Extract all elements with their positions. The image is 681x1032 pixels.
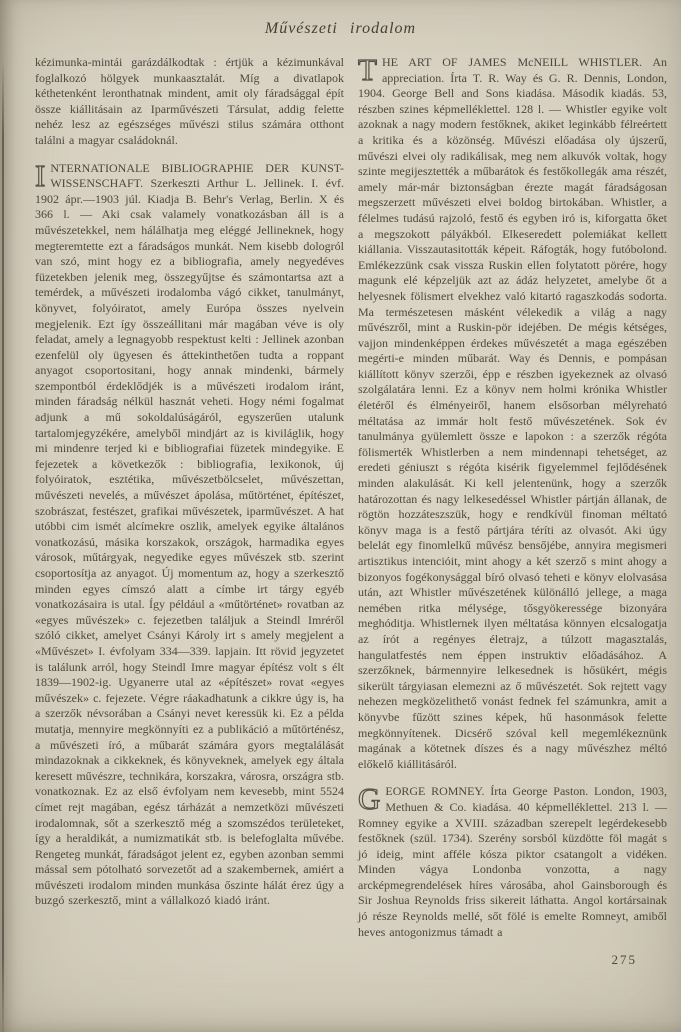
two-column-text-block (0, 52, 681, 968)
article-romney-text: EORGE ROMNEY. Írta George Paston. London, 1903, Methuen & Co. kiadása. 40 képmelléklettel. 213 l. — Romney egyike a XVIII. században szerepelt legérdekesebb festőknek (szül. 1734). Szerény sorsból küzdötte föl magát s jó ideig, mint afféle kósza piktor csatangolt a vidéken. Minden vágya Londonba vonzotta, a nagy arcképmegrendelések híres városába, ahol Gainsborough és Sir Joshua Reynolds friss sikereit láthatta. Angol kortársainak jó része Reynolds mellé, sőt fölé is emelte Romneyt, amiből heves antogonizmus támadt a (358, 784, 667, 939)
article-romney (358, 781, 667, 940)
article-bibliographie (35, 157, 344, 910)
right-column (358, 52, 667, 968)
article-whistler-text: HE ART OF JAMES McNEILL WHISTLER. An appreciation. Írta T. R. Way és G. R. Dennis, London, 1904. George Bell and Sons kiadása. Második kiadás. 53, részben szines képmelléklettel. 128 l. — Whistler egyike volt azoknak a nagy modern festőknek, akiket leginkább félreértett a kritika és a közönség. Művészi előadása oly újszerű, művészi elvei oly radikálisak, meg nem alkuvók voltak, hogy szinte megijesztették a műbarátok és festőkollegák ama részét, amely már-már biztonságban érezte magát fáradságosan megszerzett művészeti elvei boldog birtokában. Whistler, a félelmes tudású rajzoló, festő és egyben iró is, kiforgatta őket a megszokott pályákból. Elkeseredett polemiákat kellett kiállania. Visszautasitották képeit. Ráfogták, hogy futóbolond. Emlékezzünk csak vissza Ruskin ellen folytatott pörére, hogy magunk elé képzeljük azt az ádáz helyzetet, amelybe őt a helyesnek fölismert elvekhez való kitartó ragaszkodás sodorta. Ma természetesen másként vélekedik a világ a nagy művészről, mint a Ruskin-pör idejében. De mégis kétséges, vajjon mindenképpen érdekes művészetét a maga egészében megérti-e minden műbarát. Way és Dennis, e pompásan kiállított könyv szerzői, épp e részben igyekeznek az olvasó szolgálatára lenni. Ez a könyv nem holmi krónika Whistler életéről és élményeiről, hanem elsősorban mélyreható méltatása az immár holt festő művészetének. Sok év tanulmánya gyülemlett össze e lapokon : a szerzők régóta fölismerték Whistlerben a nem mindennapi tehetséget, az eredeti géniuszt s régóta kisérik figyelemmel fejlődésének minden alakulását. Ki kell jelentenünk, hogy a szerzők határozottan és nagy lelkesedéssel Whistler pártján állanak, de rögtön hozzáteszszük, hogy e rendkívül finoman méltató könyv maga is a festő pártjára téríti az olvasót. Aki úgy belelát egy finomlelkű művész bensőjébe, annyira megismeri artisztikus intencióit, mint ahogy a két szerző s mint ahogy a bizonyos fogékonysággal bíró olvasó teheti e könyv elolvasása után, azt Whistler művészetének különálló jellege, a maga nemében ritka mélysége, tősgyökeressége bizonyára meghóditja. Whistlernek ilyen méltatása könnyen elcsalogatja az írót a regényes életrajz, a túlzott magasztalás, hangulatfestés nem éppen instruktiv előadásához. A szerzőknek, bármennyire lelkesednek is hősükért, mégis sikerült tárgyiasan elemezni az ő művészetét. Sok rejtett vagy nehezen megközelithető vonást fednek fel számunkra, amit a könyvbe fűzött szines képek, hű hasonmások felette megkönnyítenek. Dicsérő szóval kell megemlékeznünk magának a kötetnek díszes és a nagy művészhez méltó előkelő kiállitásáról. (358, 55, 667, 771)
paragraph-continuation: kézimunka-mintái garázdálkodtak : értjük a kézimunkával foglalkozó hölgyek munkaasztalát. Míg a divatlapok kéthetenként leronthatnak mindent, amit oly fáradsággal épít össze kiállitásain az Iparművészeti Társulat, addig felette nehéz lesz az egészséges művészi stilus számára otthont találni a magyar családoknál. (35, 55, 344, 147)
scan-gutter-edge (2, 60, 4, 1032)
dropcap-initial-g: G (358, 781, 381, 817)
page-number: 275 (611, 952, 637, 968)
dropcap-initial-t: T (358, 52, 377, 87)
article-bibliographie-text: NTERNATIONALE BIBLIOGRAPHIE DER KUNST-WISSENSCHAFT. Szerkeszti Arthur L. Jellinek. I. évf. 1902 ápr.—1903 júl. Kiadja B. Behr's Verlag, Berlin. X és 366 l. — Aki csak valamely vonatkozásban áll is a művészetekkel, nem hálálhatja meg eléggé Jellineknek, hogy megteremtette ezt a fáradságos munkát. Nem kisebb dologról van szó, mint hogy ez a bibliografia, amely negyedéves füzetekben jelenik meg, összegyűjtse és számontartsa azt a temérdek, a művészeti irodalomba vágó cikket, tanulmányt, könyvet, folyóiratot, amely Európa összes nyelvein megjelenik. Ezt így összeállitani már magában véve is oly feladat, amely a legnagyobb respektust kelti : Jellinek azonban ezenfelül oly ügyesen és áttekinthetően tudta a roppant anyagot csoportositani, hogy annak mindenki, bármely szempontból érdeklődjék is a művészeti irodalom iránt, minden fáradság nélkül hasznát veheti. Hogy némi fogalmat adjunk a mű sokoldalúságáról, egyszerűen utalunk tartalomjegyzékére, amelyből mindjárt az is kiviláglik, hogy mi mindenre terjed ki e bibliografiai füzetek mindegyike. E fejezetek a következők : bibliografia, lexikonok, új folyóiratok, esztétika, művészetbölcselet, művészettan, művészeti nevelés, a művészet ápolása, műtörténet, építészet, szobrászat, festészet, grafikai művészetek, iparművészet. A hat utóbbi cim ismét alcímekre oszlik, amelyek egyike általános vonatkozású, másika korszakok, országok, harmadika egyes városok, műtárgyak, negyedike egyes művészek stb. szerint csoportosítja az anyagot. Új momentum az, hogy a szerkesztő minden egyes címszó alatt a címbe irt tárgy egyéb vonatkozásaira is utal. Így például a «műtörténet» rovatban az «egyes művészek» c. fejezetben találjuk a Steindl Imréről szóló cikket, amelyet Csányi Károly irt s amely megjelent a «Művészet» I. évfolyam 334—339. lapjain. Itt rövid jegyzetet is találunk arról, hogy Steindl Imre magyar építész volt s élt 1839—1902-ig. Ugyanerre utal az «építészet» rovat «egyes művészek» c. fejezete. Végre ráakadhatunk a cikkre úgy is, ha a szerzők névsorában a Csányi nevet keressük ki. Ez a példa mutatja, mennyire megkönnyíti ez a publikáció a műtörténész, a művészeti író, a műbarát számára gyors megtalálását mindazoknak a cikkeknek, és könyveknek, amelyek egy általa keresett művészre, technikára, korszakra, városra, országra stb. vonatkoznak. Ez az első évfolyam nem kevesebb, mint 5524 címet rejt magában, egész tárházát a nemzetközi művészeti irodalomnak, sőt a szerkesztő még a szomszédos területeket, így a heraldikát, a numizmatikát stb. is belefoglalta művébe. Rengeteg munkát, fáradságot jelent ez, egyben azonban semmi mással sem pótolható sorvezetőt ad a szakembernek, amiért a művészeti irodalom minden munkása őszinte hálát érez úgy a buzgó szerkesztő, mint a vállalkozó kiadó iránt. (35, 160, 344, 908)
left-column (35, 55, 344, 968)
dropcap-initial-i: I (35, 157, 46, 193)
running-head-title: Művészeti irodalom (264, 20, 417, 37)
article-whistler (358, 52, 667, 772)
